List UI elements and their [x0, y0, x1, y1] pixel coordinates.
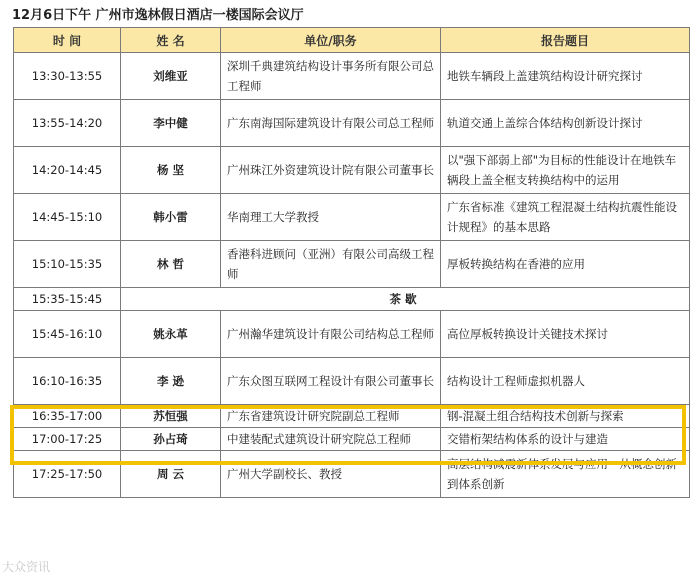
table-row-break — [14, 288, 690, 311]
header-row — [14, 28, 690, 53]
cell-name: 林 哲 — [121, 241, 221, 288]
cell-org: 深圳千典建筑结构设计事务所有限公司总工程师 — [221, 53, 441, 100]
header-org: 单位/职务 — [221, 28, 441, 53]
cell-time: 17:25-17:50 — [14, 451, 121, 498]
cell-topic: 交错桁架结构体系的设计与建造 — [441, 428, 690, 451]
cell-topic: 广东省标准《建筑工程混凝土结构抗震性能设计规程》的基本思路 — [441, 194, 690, 241]
cell-name: 杨 坚 — [121, 147, 221, 194]
cell-org: 华南理工大学教授 — [221, 194, 441, 241]
cell-topic: 轨道交通上盖综合体结构创新设计探讨 — [441, 100, 690, 147]
watermark: 大众资讯 — [2, 560, 51, 574]
cell-time: 14:45-15:10 — [14, 194, 121, 241]
cell-time: 15:10-15:35 — [14, 241, 121, 288]
cell-org: 广东南海国际建筑设计有限公司总工程师 — [221, 100, 441, 147]
cell-org: 中建装配式建筑设计研究院总工程师 — [221, 428, 441, 451]
cell-time: 15:45-16:10 — [14, 311, 121, 358]
tea-break-label: 茶歇 — [121, 288, 690, 311]
cell-name: 刘维亚 — [121, 53, 221, 100]
cell-topic: 以"强下部弱上部"为目标的性能设计在地铁车辆段上盖全框支转换结构中的运用 — [441, 147, 690, 194]
cell-org: 广东众图互联网工程设计有限公司董事长 — [221, 358, 441, 405]
table-row — [14, 405, 690, 428]
cell-topic: 钢-混凝土组合结构技术创新与探索 — [441, 405, 690, 428]
cell-org: 香港科进顾问（亚洲）有限公司高级工程师 — [221, 241, 441, 288]
cell-time: 16:10-16:35 — [14, 358, 121, 405]
table-row — [14, 241, 690, 288]
cell-topic: 高层结构减震新体系发展与应用—从概念创新到体系创新 — [441, 451, 690, 498]
cell-name: 苏恒强 — [121, 405, 221, 428]
table-row — [14, 100, 690, 147]
cell-org: 广东省建筑设计研究院副总工程师 — [221, 405, 441, 428]
cell-time: 15:35-15:45 — [14, 288, 121, 311]
cell-name: 周 云 — [121, 451, 221, 498]
header-topic: 报告题目 — [441, 28, 690, 53]
table-row-highlighted — [14, 358, 690, 405]
header-name: 姓 名 — [121, 28, 221, 53]
table-row — [14, 451, 690, 498]
table-row — [14, 194, 690, 241]
schedule-table — [13, 27, 690, 498]
table-row — [14, 428, 690, 451]
cell-time: 16:35-17:00 — [14, 405, 121, 428]
cell-time: 14:20-14:45 — [14, 147, 121, 194]
header-time: 时 间 — [14, 28, 121, 53]
cell-org: 广州珠江外资建筑设计院有限公司董事长 — [221, 147, 441, 194]
cell-name: 孙占琦 — [121, 428, 221, 451]
cell-name: 李 逊 — [121, 358, 221, 405]
cell-name: 韩小雷 — [121, 194, 221, 241]
cell-topic: 结构设计工程师虚拟机器人 — [441, 358, 690, 405]
cell-org: 广州瀚华建筑设计有限公司结构总工程师 — [221, 311, 441, 358]
schedule-title: 12月6日下午 广州市逸林假日酒店一楼国际会议厅 — [12, 8, 304, 23]
table-row — [14, 147, 690, 194]
cell-topic: 厚板转换结构在香港的应用 — [441, 241, 690, 288]
cell-name: 姚永革 — [121, 311, 221, 358]
table-row — [14, 311, 690, 358]
table-row — [14, 53, 690, 100]
cell-time: 13:55-14:20 — [14, 100, 121, 147]
cell-time: 13:30-13:55 — [14, 53, 121, 100]
cell-topic: 地铁车辆段上盖建筑结构设计研究探讨 — [441, 53, 690, 100]
cell-org: 广州大学副校长、教授 — [221, 451, 441, 498]
cell-topic: 高位厚板转换设计关键技术探讨 — [441, 311, 690, 358]
cell-time: 17:00-17:25 — [14, 428, 121, 451]
cell-name: 李中健 — [121, 100, 221, 147]
